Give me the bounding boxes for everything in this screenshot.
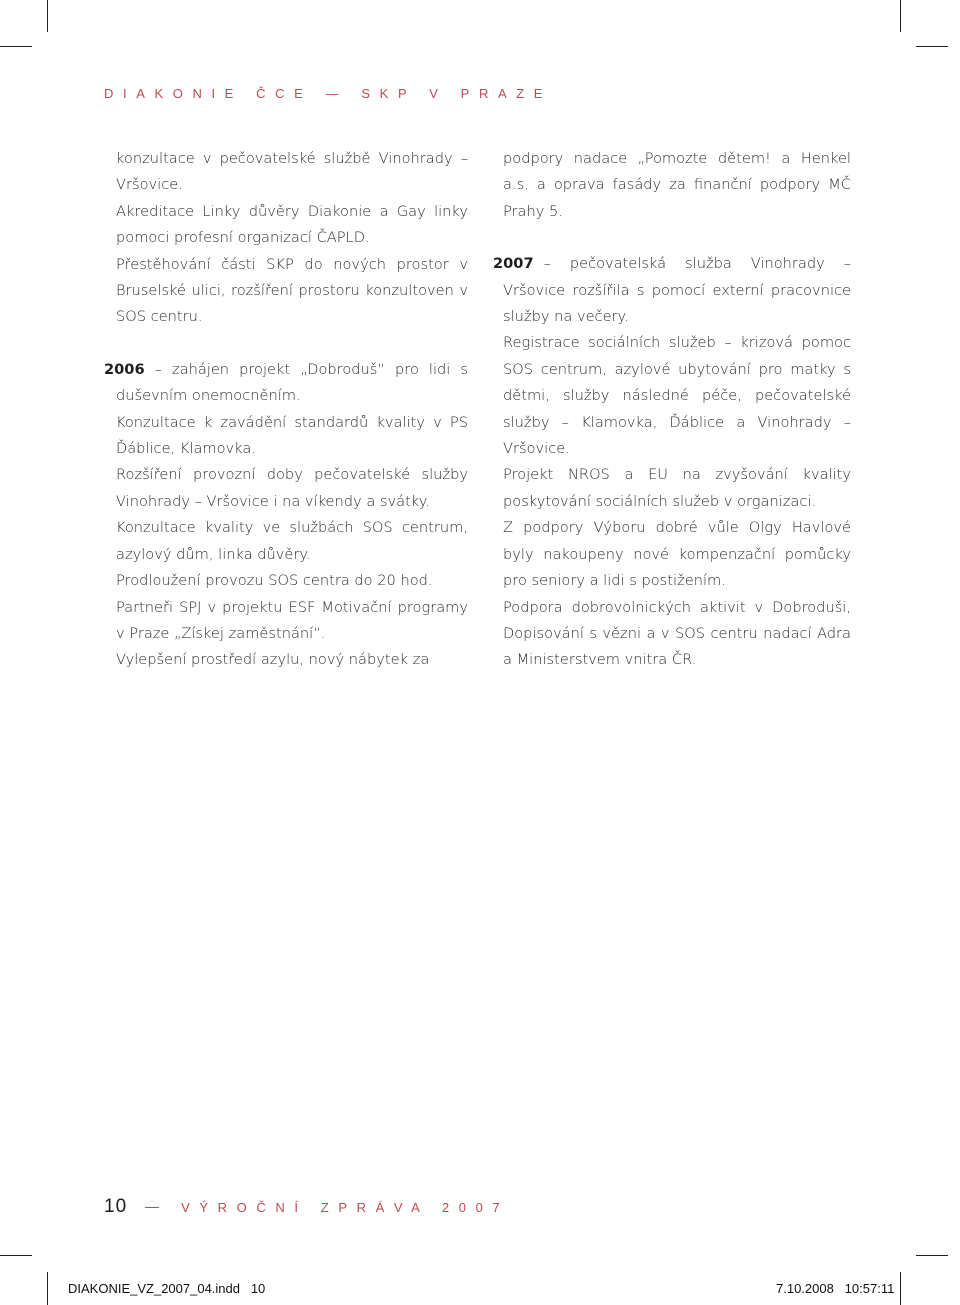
paragraph <box>116 568 468 594</box>
paragraph-text: Z podpory Výboru dobré vůle Olgy Havlové byly nakoupeny nové kompenzační pomůcky pro seniory a lidi s postižením. <box>503 519 851 590</box>
paragraph <box>503 146 851 225</box>
paragraph-text: – zahájen projekt „Dobroduš“ pro lidi s duševním onemocněním. <box>116 360 468 405</box>
paragraph-text: Vylepšení prostředí azylu, nový nábytek za <box>116 651 430 669</box>
crop-mark-bottom-right-horizontal <box>916 1255 948 1256</box>
paragraph-text: konzultace v pečovatelské službě Vinohrady – Vršovice. <box>116 150 468 194</box>
right-text-column <box>493 146 851 674</box>
paragraph <box>503 462 851 515</box>
footer-dash <box>145 1207 159 1208</box>
slug-file-name: DIAKONIE_VZ_2007_04.indd 10 <box>68 1281 266 1296</box>
left-text-column <box>104 146 468 674</box>
year-label: 2007 <box>493 255 534 273</box>
paragraph <box>116 462 468 515</box>
paragraph-text: – pečovatelská služba Vinohrady – Vršovice rozšířila s pomocí externí pracovnice služby na večery. <box>503 255 851 326</box>
paragraph-text: Rozšíření provozní doby pečovatelské služby Vinohrady – Vršovice i na víkendy a svátky. <box>116 466 468 510</box>
crop-mark-bottom-right-vertical <box>900 1272 901 1305</box>
running-header: DIAKONIE ČCE — SKP V PRAZE <box>104 86 553 101</box>
paragraph-year-2007 <box>493 251 851 330</box>
paragraph-text: Prodloužení provozu SOS centra do 20 hod. <box>116 572 433 590</box>
crop-mark-bottom-left-vertical <box>47 1272 48 1305</box>
paragraph-year-2006 <box>104 357 468 410</box>
paragraph-spacer <box>503 225 851 251</box>
crop-mark-bottom-left-horizontal <box>0 1255 32 1256</box>
crop-mark-top-left-horizontal <box>0 46 32 47</box>
paragraph <box>116 595 468 648</box>
slug-timestamp: 7.10.2008 10:57:11 <box>776 1281 895 1296</box>
paragraph <box>116 252 468 331</box>
paragraph-text: podpory nadace „Pomozte dětem! a Henkel a.s. a oprava fasády za finanční podpory MČ Prahy 5. <box>503 150 851 220</box>
paragraph <box>116 410 468 463</box>
paragraph-text: Projekt NROS a EU na zvyšování kvality poskytování sociálních služeb v organizaci. <box>503 466 851 510</box>
paragraph <box>503 515 851 594</box>
paragraph <box>116 515 468 568</box>
paragraph-text: Akreditace Linky důvěry Diakonie a Gay linky pomoci profesní organizací ČAPLD. <box>116 202 468 247</box>
report-title: VÝROČNÍ ZPRÁVA 2007 <box>181 1200 510 1215</box>
page-number: 10 <box>104 1196 128 1217</box>
crop-mark-top-right-horizontal <box>916 46 948 47</box>
paragraph-text: Partneři SPJ v projektu ESF Motivační programy v Praze „Získej zaměstnání“. <box>116 598 468 642</box>
paragraph <box>116 199 468 252</box>
paragraph-text: Registrace sociálních služeb – krizová pomoc SOS centrum, azylové ubytování pro matky s dětmi, služby následné péče, pečovatelské služby – Klamovka, Ďáblice a Vinohrady –Vršovice. <box>503 334 851 458</box>
paragraph-text: Konzultace kvality ve službách SOS centrum, azylový dům, linka důvěry. <box>116 519 468 563</box>
paragraph <box>503 595 851 674</box>
paragraph-spacer <box>116 331 468 357</box>
page-footer <box>104 1196 509 1218</box>
paragraph <box>116 647 468 673</box>
paragraph <box>116 146 468 199</box>
paragraph-text: Podpora dobrovolnických aktivit v Dobroduši, Dopisování s vězni a v SOS centru nadací Adra a Ministerstvem vnitra ČR. <box>503 598 851 669</box>
paragraph <box>503 330 851 462</box>
year-label: 2006 <box>104 360 145 378</box>
paragraph-text: Přestěhování části SKP do nových prostor v Bruselské ulici, rozšíření prostoru konzultoven v SOS centru. <box>116 255 468 326</box>
crop-mark-top-left-vertical <box>47 0 48 32</box>
paragraph-text: Konzultace k zavádění standardů kvality v PS Ďáblice, Klamovka. <box>116 413 468 458</box>
crop-mark-top-right-vertical <box>900 0 901 32</box>
